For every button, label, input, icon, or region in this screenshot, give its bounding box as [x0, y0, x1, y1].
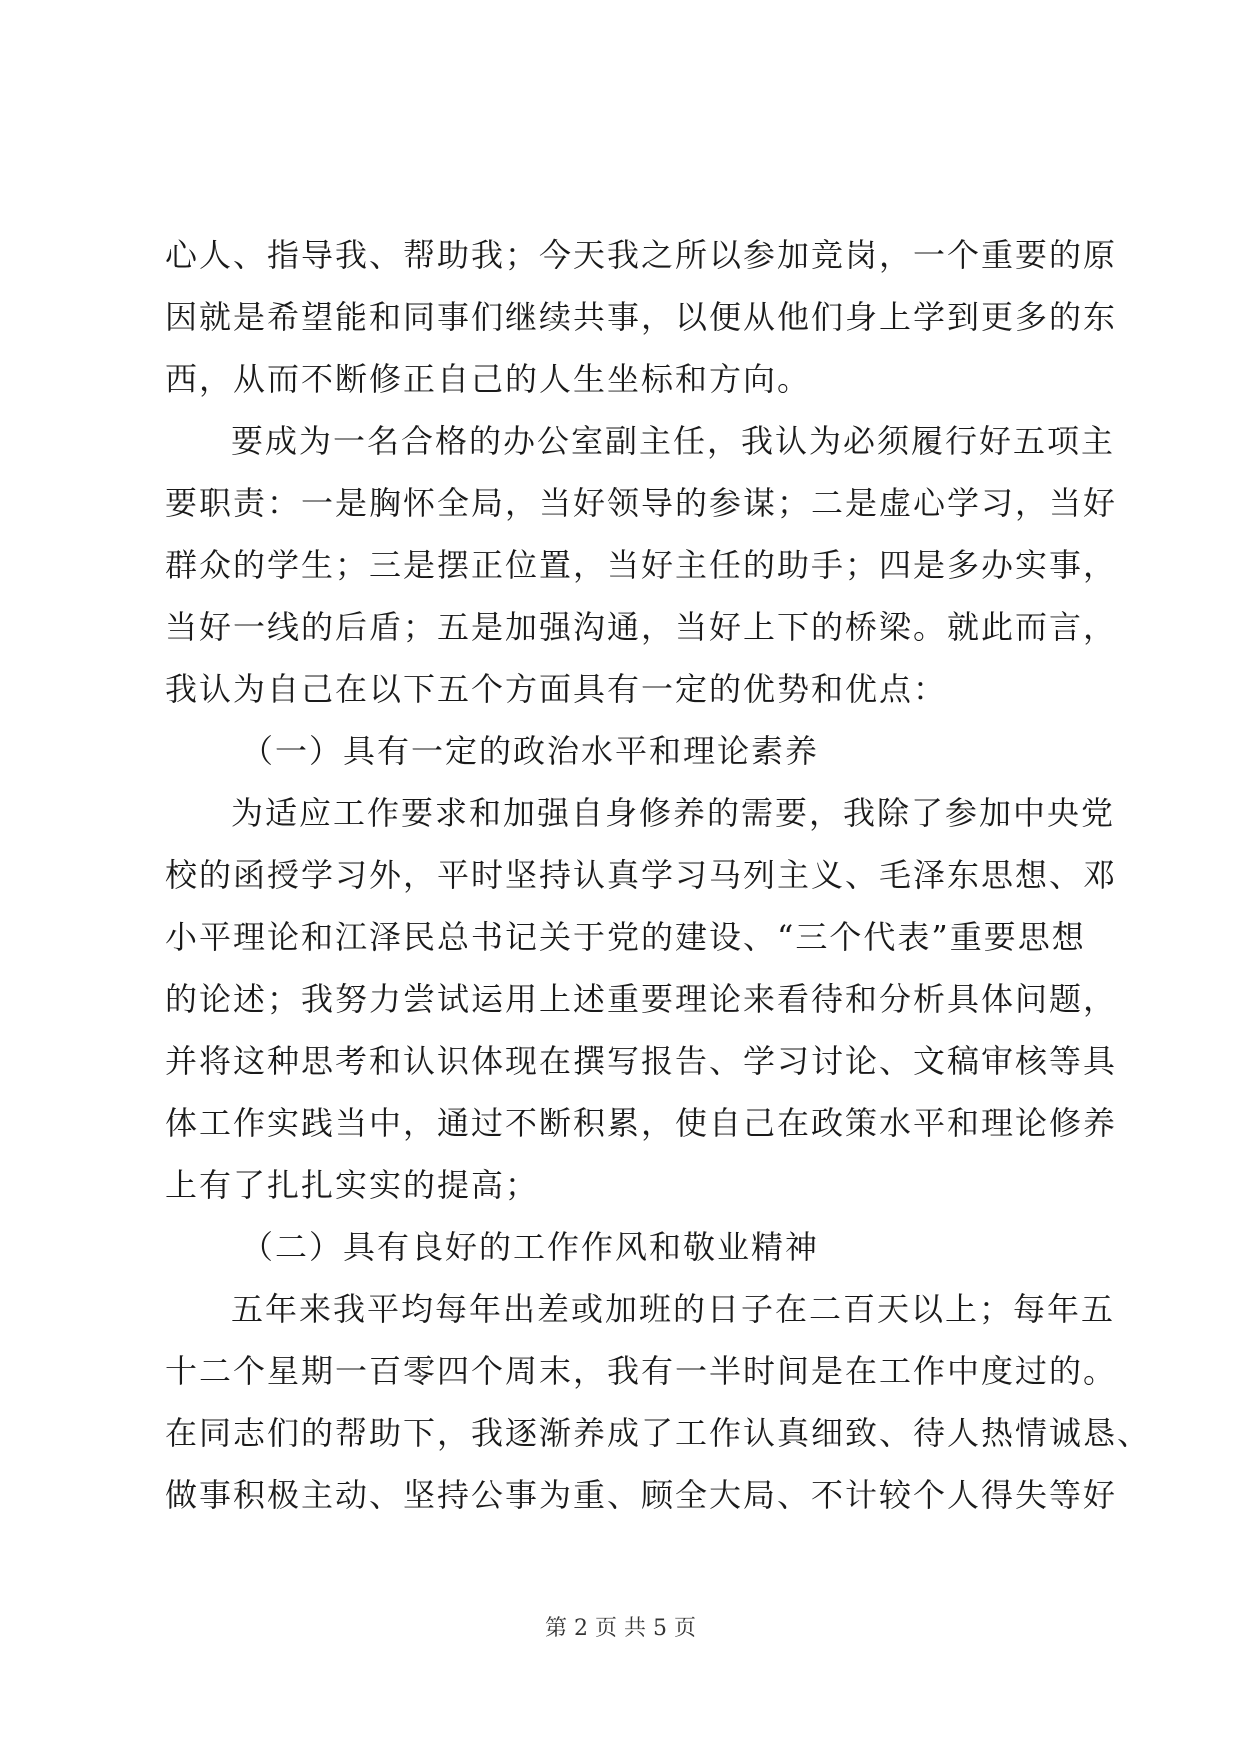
section-heading: （一）具有一定的政治水平和理论素养: [241, 732, 820, 770]
text-line: 五年来我平均每年出差或加班的日子在二百天以上；每年五: [231, 1290, 1116, 1328]
text-line: 要职责：一是胸怀全局，当好领导的参谋；二是虚心学习，当好: [165, 484, 1118, 522]
body-text: [165, 224, 1152, 1526]
text-line: 上有了扎扎实实的提高；: [165, 1166, 540, 1204]
text-line: 群众的学生；三是摆正位置，当好主任的助手；四是多办实事，: [165, 546, 1118, 584]
text-line: 的论述；我努力尝试运用上述重要理论来看待和分析具体问题，: [165, 980, 1118, 1018]
section-heading: （二）具有良好的工作作风和敬业精神: [241, 1228, 820, 1266]
text-line: 小平理论和江泽民总书记关于党的建设、“三个代表”重要思想: [165, 918, 1086, 956]
text-line: 做事积极主动、坚持公事为重、顾全大局、不计较个人得失等好: [165, 1476, 1118, 1514]
text-line: 体工作实践当中，通过不断积累，使自己在政策水平和理论修养: [165, 1104, 1118, 1142]
text-line: 十二个星期一百零四个周末，我有一半时间是在工作中度过的。: [165, 1352, 1118, 1390]
page-footer: 第 2 页 共 5 页: [545, 1616, 696, 1641]
text-line: 心人、指导我、帮助我；今天我之所以参加竞岗，一个重要的原: [165, 236, 1118, 274]
text-line: 在同志们的帮助下，我逐渐养成了工作认真细致、待人热情诚恳、: [165, 1414, 1152, 1452]
text-line: 校的函授学习外，平时坚持认真学习马列主义、毛泽东思想、邓: [165, 856, 1118, 894]
text-line: 西，从而不断修正自己的人生坐标和方向。: [165, 360, 812, 398]
text-line: 因就是希望能和同事们继续共事，以便从他们身上学到更多的东: [165, 298, 1118, 336]
text-line: 为适应工作要求和加强自身修养的需要，我除了参加中央党: [231, 794, 1116, 832]
text-line: 当好一线的后盾；五是加强沟通，当好上下的桥梁。就此而言，: [165, 608, 1118, 646]
text-line: 并将这种思考和认识体现在撰写报告、学习讨论、文稿审核等具: [165, 1042, 1118, 1080]
text-line: 要成为一名合格的办公室副主任，我认为必须履行好五项主: [231, 422, 1116, 460]
text-line: 我认为自己在以下五个方面具有一定的优势和优点：: [165, 670, 948, 708]
